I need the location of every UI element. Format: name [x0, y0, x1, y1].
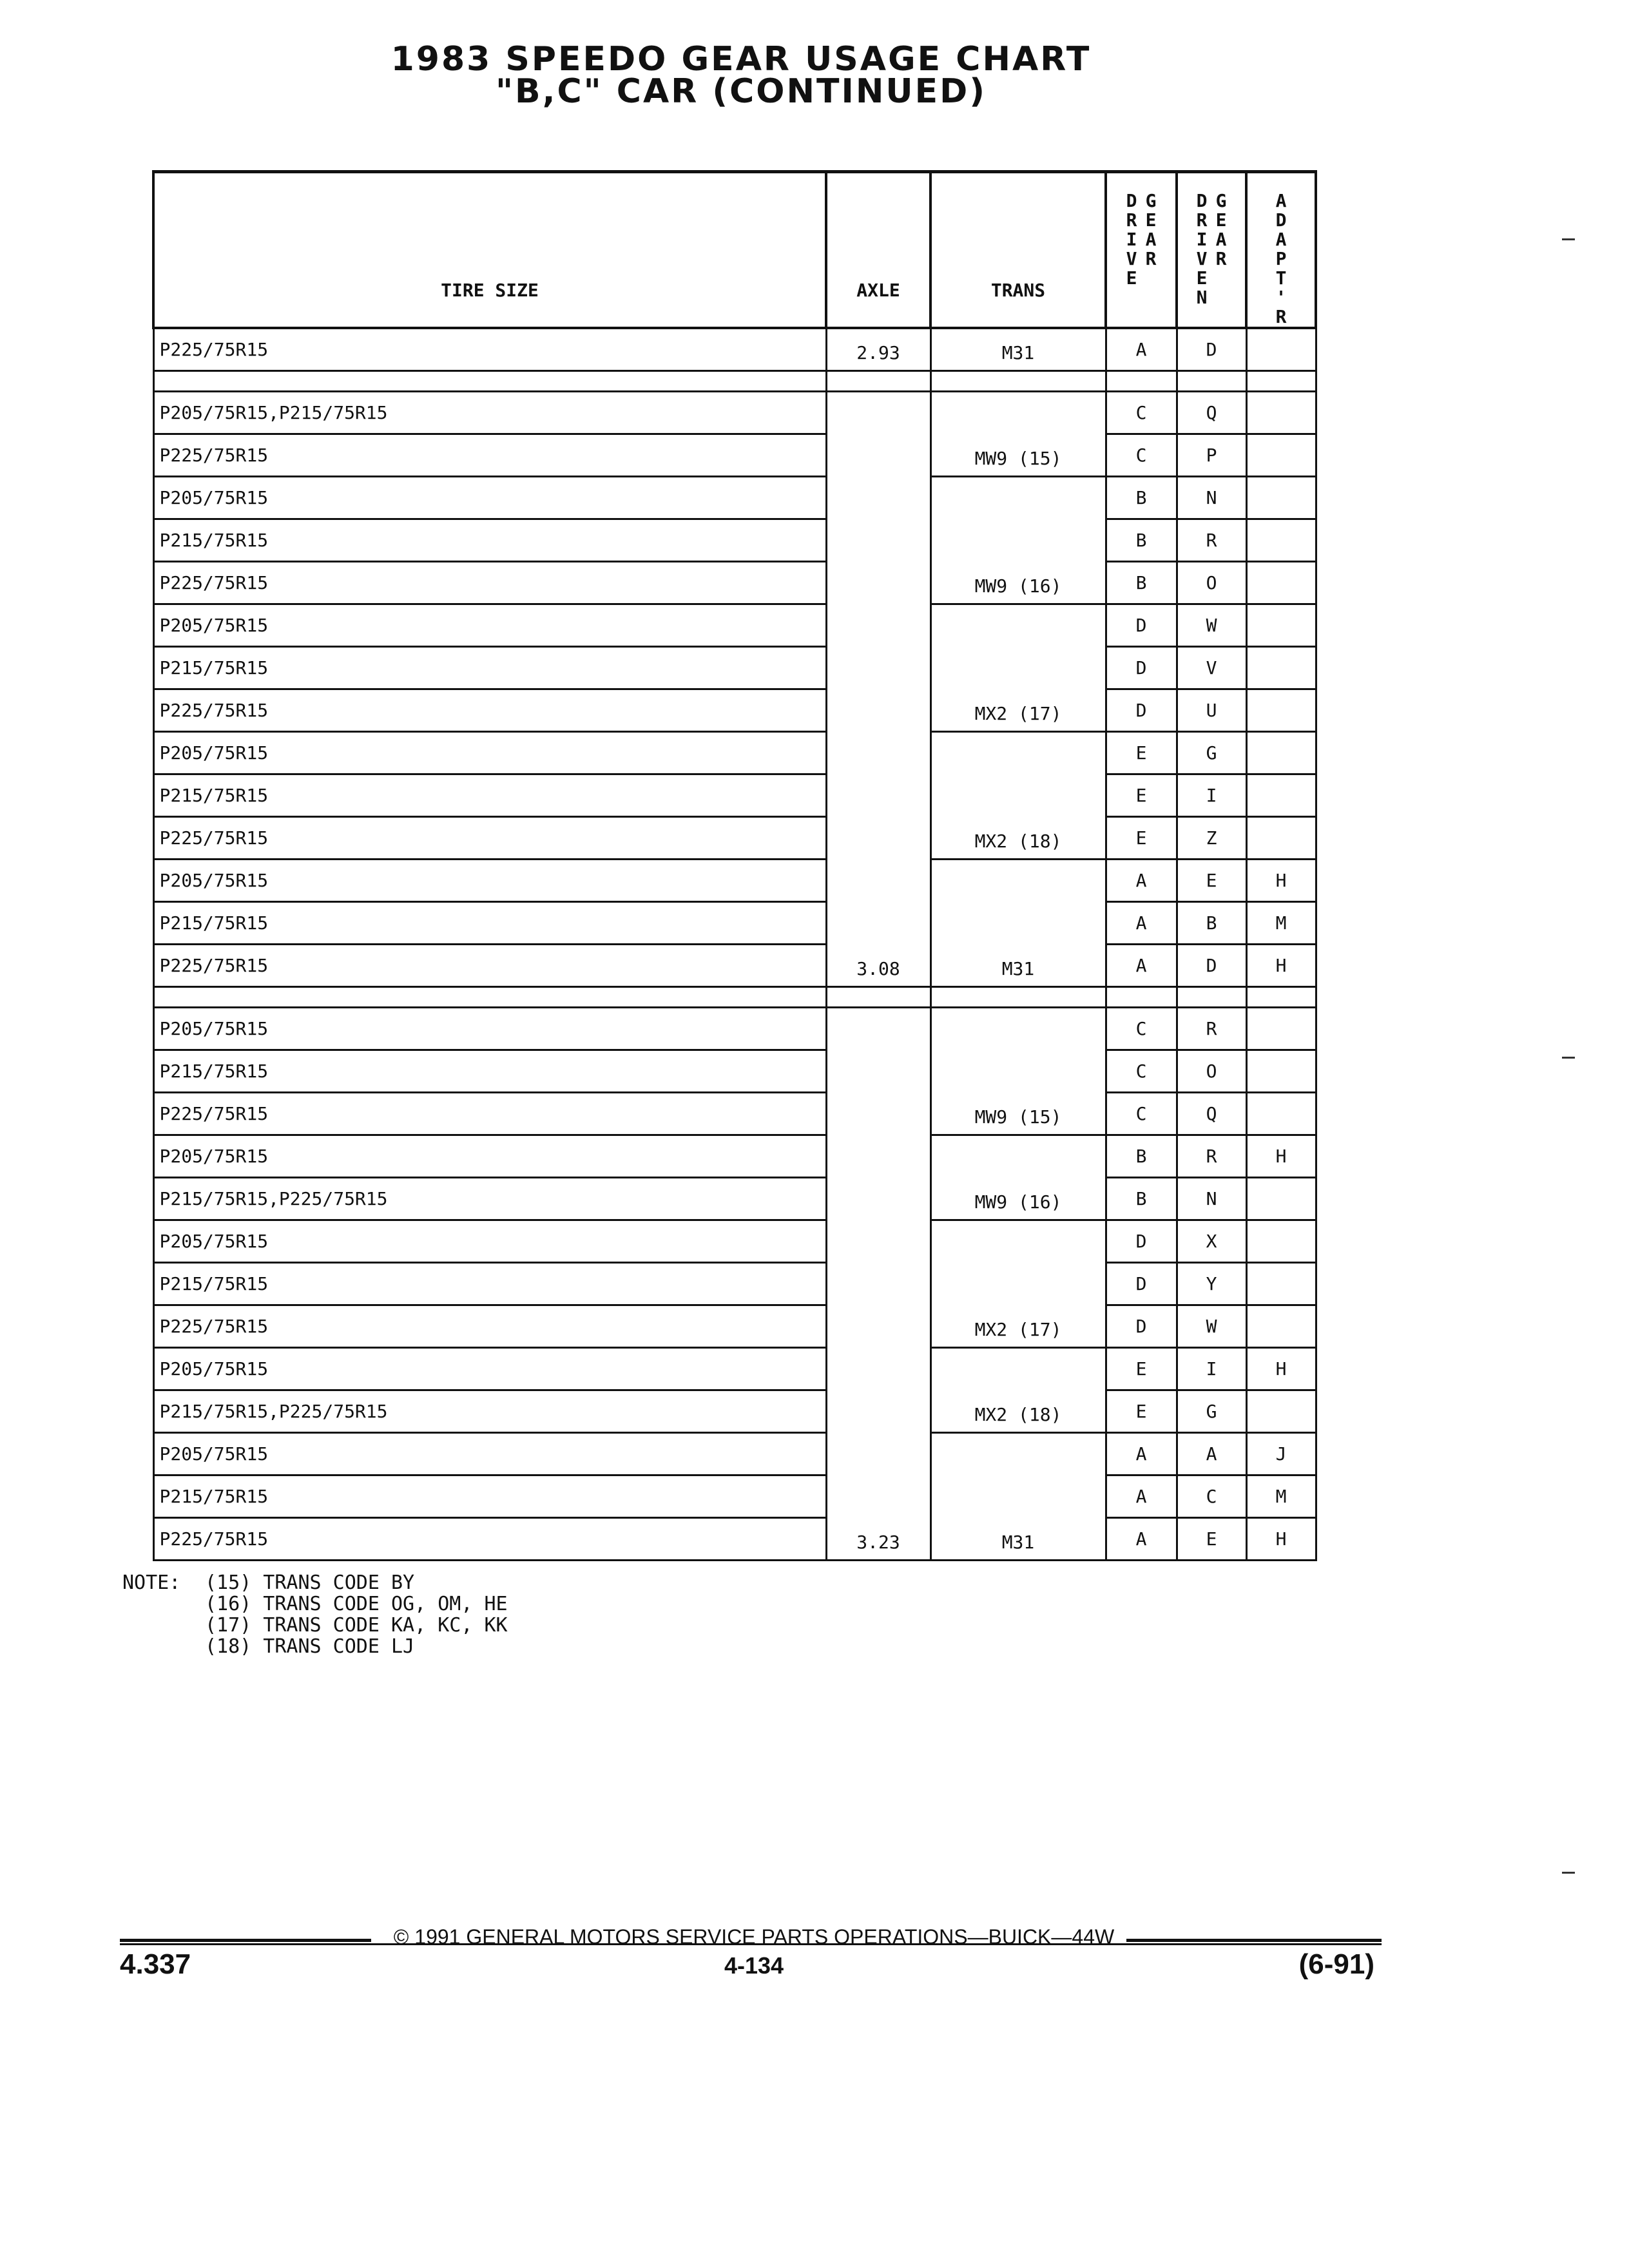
tire-size-cell: P205/75R15	[153, 476, 826, 519]
table-row	[153, 731, 1316, 774]
table-row	[153, 1517, 1316, 1560]
driven-gear-cell: X	[1177, 1220, 1246, 1262]
separator-cell	[826, 986, 930, 1007]
tire-size-cell: P215/75R15	[153, 901, 826, 944]
driven-gear-cell: V	[1177, 646, 1246, 689]
adapter-cell: M	[1246, 1475, 1316, 1517]
tire-size-cell: P225/75R15	[153, 328, 826, 370]
tire-size-cell: P225/75R15	[153, 1517, 826, 1560]
col-header-driven-gear	[1177, 172, 1246, 329]
footer-rule-left	[120, 1939, 371, 1942]
separator-cell	[1246, 370, 1316, 391]
driven-gear-cell: A	[1177, 1432, 1246, 1475]
trans-cell: M31	[930, 859, 1106, 986]
drive-gear-cell: E	[1106, 731, 1177, 774]
note-line: (15) TRANS CODE BY	[205, 1571, 415, 1594]
driven-gear-cell: P	[1177, 434, 1246, 476]
adapter-cell	[1246, 1092, 1316, 1135]
drive-gear-cell: E	[1106, 1390, 1177, 1432]
speedo-gear-table	[152, 170, 1317, 1561]
table-row	[153, 1390, 1316, 1432]
trans-cell: MW9 (16)	[930, 476, 1106, 604]
driven-gear-cell: W	[1177, 604, 1246, 646]
table-row	[153, 604, 1316, 646]
drive-gear-cell: D	[1106, 1220, 1177, 1262]
tire-size-cell: P225/75R15	[153, 944, 826, 986]
driven-gear-cell: Y	[1177, 1262, 1246, 1305]
driven-gear-cell: R	[1177, 1135, 1246, 1177]
driven-gear-cell: N	[1177, 1177, 1246, 1220]
tire-size-cell: P205/75R15	[153, 859, 826, 901]
tire-size-cell: P215/75R15,P225/75R15	[153, 1177, 826, 1220]
col-header-trans: TRANS	[930, 172, 1106, 329]
driven-gear-cell: E	[1177, 1517, 1246, 1560]
adapter-cell	[1246, 1390, 1316, 1432]
drive-gear-cell: A	[1106, 1517, 1177, 1560]
drive-gear-cell: A	[1106, 859, 1177, 901]
adapter-cell	[1246, 731, 1316, 774]
group-separator-row	[153, 986, 1316, 1007]
driven-gear-cell: R	[1177, 519, 1246, 561]
col-header-axle: AXLE	[826, 172, 930, 329]
adapter-cell	[1246, 1177, 1316, 1220]
adapter-cell	[1246, 1305, 1316, 1347]
drive-gear-cell: B	[1106, 561, 1177, 604]
tire-size-cell: P225/75R15	[153, 1092, 826, 1135]
separator-cell	[1106, 370, 1177, 391]
drive-gear-cell: D	[1106, 646, 1177, 689]
driven-gear-cell: D	[1177, 328, 1246, 370]
note-line: (18) TRANS CODE LJ	[205, 1635, 415, 1658]
footer-copyright: © 1991 GENERAL MOTORS SERVICE PARTS OPERATIONS—BUICK—44W	[393, 1925, 1115, 1948]
adapter-cell	[1246, 816, 1316, 859]
table-row	[153, 328, 1316, 370]
drive-gear-cell: A	[1106, 1475, 1177, 1517]
table-row	[153, 901, 1316, 944]
table-row	[153, 561, 1316, 604]
table-row	[153, 1050, 1316, 1092]
tire-size-cell: P215/75R15	[153, 646, 826, 689]
note-line: (17) TRANS CODE KA, KC, KK	[205, 1614, 508, 1637]
adapter-cell	[1246, 1007, 1316, 1050]
table-row	[153, 1305, 1316, 1347]
separator-cell	[1177, 370, 1246, 391]
header-letter-column: G E A R	[1215, 190, 1227, 269]
col-header-tire-size: TIRE SIZE	[153, 172, 826, 329]
separator-cell	[153, 370, 826, 391]
tire-size-cell: P215/75R15,P225/75R15	[153, 1390, 826, 1432]
table-row	[153, 1475, 1316, 1517]
axle-cell: 3.08	[826, 391, 930, 986]
driven-gear-cell: C	[1177, 1475, 1246, 1517]
driven-gear-cell: N	[1177, 476, 1246, 519]
driven-gear-cell: I	[1177, 1347, 1246, 1390]
adapter-cell	[1246, 391, 1316, 434]
drive-gear-cell: C	[1106, 1050, 1177, 1092]
drive-gear-cell: C	[1106, 1007, 1177, 1050]
drive-gear-cell: C	[1106, 391, 1177, 434]
tire-size-cell: P205/75R15	[153, 604, 826, 646]
margin-mark	[1562, 238, 1575, 240]
tire-size-cell: P205/75R15	[153, 1135, 826, 1177]
tire-size-cell: P205/75R15,P215/75R15	[153, 391, 826, 434]
note-block	[122, 1571, 508, 1658]
driven-gear-cell: G	[1177, 731, 1246, 774]
table-row	[153, 859, 1316, 901]
drive-gear-cell: B	[1106, 476, 1177, 519]
driven-gear-cell: I	[1177, 774, 1246, 816]
table-row	[153, 1177, 1316, 1220]
trans-cell: MX2 (18)	[930, 731, 1106, 859]
tire-size-cell: P215/75R15	[153, 519, 826, 561]
driven-gear-cell: O	[1177, 1050, 1246, 1092]
adapter-cell	[1246, 434, 1316, 476]
page-subtitle: "B,C" CAR (CONTINUED)	[495, 72, 987, 111]
tire-size-cell: P225/75R15	[153, 1305, 826, 1347]
adapter-cell	[1246, 604, 1316, 646]
trans-cell: MX2 (17)	[930, 604, 1106, 731]
adapter-cell	[1246, 561, 1316, 604]
drive-gear-cell: A	[1106, 901, 1177, 944]
drive-gear-cell: A	[1106, 1432, 1177, 1475]
trans-cell: MW9 (15)	[930, 1007, 1106, 1135]
tire-size-cell: P225/75R15	[153, 561, 826, 604]
table-row	[153, 1220, 1316, 1262]
separator-cell	[1246, 986, 1316, 1007]
tire-size-cell: P205/75R15	[153, 1007, 826, 1050]
table-row	[153, 1092, 1316, 1135]
adapter-cell	[1246, 328, 1316, 370]
separator-cell	[930, 986, 1106, 1007]
drive-gear-cell: C	[1106, 434, 1177, 476]
drive-gear-cell: B	[1106, 1135, 1177, 1177]
footer-left-number: 4.337	[120, 1948, 191, 1980]
separator-cell	[153, 986, 826, 1007]
drive-gear-cell: D	[1106, 604, 1177, 646]
tire-size-cell: P205/75R15	[153, 1432, 826, 1475]
header-letter-column: G E A R	[1145, 190, 1157, 269]
driven-gear-cell: W	[1177, 1305, 1246, 1347]
table-row	[153, 774, 1316, 816]
tire-size-cell: P225/75R15	[153, 434, 826, 476]
driven-gear-cell: Z	[1177, 816, 1246, 859]
adapter-cell	[1246, 689, 1316, 731]
tire-size-cell: P205/75R15	[153, 731, 826, 774]
trans-cell: MW9 (15)	[930, 391, 1106, 476]
adapter-cell	[1246, 1220, 1316, 1262]
table-row	[153, 816, 1316, 859]
adapter-cell	[1246, 519, 1316, 561]
table-row	[153, 1432, 1316, 1475]
adapter-cell: J	[1246, 1432, 1316, 1475]
note-label: NOTE:	[122, 1571, 181, 1594]
table-row	[153, 1347, 1316, 1390]
note-line: (16) TRANS CODE OG, OM, HE	[205, 1593, 508, 1615]
margin-mark	[1562, 1057, 1575, 1059]
table-row	[153, 476, 1316, 519]
trans-cell: MX2 (18)	[930, 1347, 1106, 1432]
drive-gear-cell: E	[1106, 816, 1177, 859]
trans-cell: M31	[930, 328, 1106, 370]
trans-cell: MW9 (16)	[930, 1135, 1106, 1220]
trans-cell: MX2 (17)	[930, 1220, 1106, 1347]
driven-gear-cell: Q	[1177, 1092, 1246, 1135]
table-row	[153, 519, 1316, 561]
table-header-row	[153, 172, 1316, 329]
driven-gear-cell: Q	[1177, 391, 1246, 434]
col-header-drive-gear	[1106, 172, 1177, 329]
separator-cell	[930, 370, 1106, 391]
driven-gear-cell: G	[1177, 1390, 1246, 1432]
drive-gear-cell: A	[1106, 944, 1177, 986]
drive-gear-cell: D	[1106, 689, 1177, 731]
driven-gear-cell: D	[1177, 944, 1246, 986]
adapter-cell: M	[1246, 901, 1316, 944]
tire-size-cell: P215/75R15	[153, 774, 826, 816]
drive-gear-cell: D	[1106, 1305, 1177, 1347]
table-row	[153, 689, 1316, 731]
col-header-adaptr	[1246, 172, 1316, 329]
adapter-cell	[1246, 1262, 1316, 1305]
adapter-cell: H	[1246, 1347, 1316, 1390]
footer-page-number: 4-134	[724, 1952, 784, 1979]
driven-gear-cell: E	[1177, 859, 1246, 901]
header-letter-column: D R I V E N	[1196, 190, 1208, 308]
adapter-cell	[1246, 476, 1316, 519]
driven-gear-cell: R	[1177, 1007, 1246, 1050]
drive-gear-cell: E	[1106, 1347, 1177, 1390]
table-row	[153, 944, 1316, 986]
tire-size-cell: P215/75R15	[153, 1050, 826, 1092]
driven-gear-cell: U	[1177, 689, 1246, 731]
axle-cell: 2.93	[826, 328, 930, 370]
footer-date: (6-91)	[1298, 1948, 1374, 1980]
tire-size-cell: P225/75R15	[153, 816, 826, 859]
table-row	[153, 391, 1316, 434]
tire-size-cell: P215/75R15	[153, 1262, 826, 1305]
adapter-cell: H	[1246, 1135, 1316, 1177]
drive-gear-cell: E	[1106, 774, 1177, 816]
adapter-cell	[1246, 1050, 1316, 1092]
tire-size-cell: P205/75R15	[153, 1220, 826, 1262]
footer-rule-right	[1126, 1939, 1382, 1942]
drive-gear-cell: B	[1106, 519, 1177, 561]
trans-cell: M31	[930, 1432, 1106, 1560]
table-row	[153, 434, 1316, 476]
adapter-cell	[1246, 774, 1316, 816]
driven-gear-cell: B	[1177, 901, 1246, 944]
tire-size-cell: P225/75R15	[153, 689, 826, 731]
group-separator-row	[153, 370, 1316, 391]
table-row	[153, 1262, 1316, 1305]
header-letter-column: A D A P T ' R	[1275, 190, 1287, 327]
separator-cell	[1106, 986, 1177, 1007]
adapter-cell: H	[1246, 1517, 1316, 1560]
adapter-cell	[1246, 646, 1316, 689]
separator-cell	[826, 370, 930, 391]
drive-gear-cell: C	[1106, 1092, 1177, 1135]
drive-gear-cell: D	[1106, 1262, 1177, 1305]
table-row	[153, 1135, 1316, 1177]
driven-gear-cell: O	[1177, 561, 1246, 604]
adapter-cell: H	[1246, 944, 1316, 986]
adapter-cell: H	[1246, 859, 1316, 901]
axle-cell: 3.23	[826, 1007, 930, 1560]
drive-gear-cell: B	[1106, 1177, 1177, 1220]
table-body	[153, 328, 1316, 1560]
tire-size-cell: P205/75R15	[153, 1347, 826, 1390]
separator-cell	[1177, 986, 1246, 1007]
drive-gear-cell: A	[1106, 328, 1177, 370]
page-title: 1983 SPEEDO GEAR USAGE CHART	[390, 40, 1092, 79]
table-row	[153, 1007, 1316, 1050]
tire-size-cell: P215/75R15	[153, 1475, 826, 1517]
table-row	[153, 646, 1316, 689]
header-letter-column: D R I V E	[1126, 190, 1137, 289]
margin-mark	[1562, 1872, 1575, 1874]
